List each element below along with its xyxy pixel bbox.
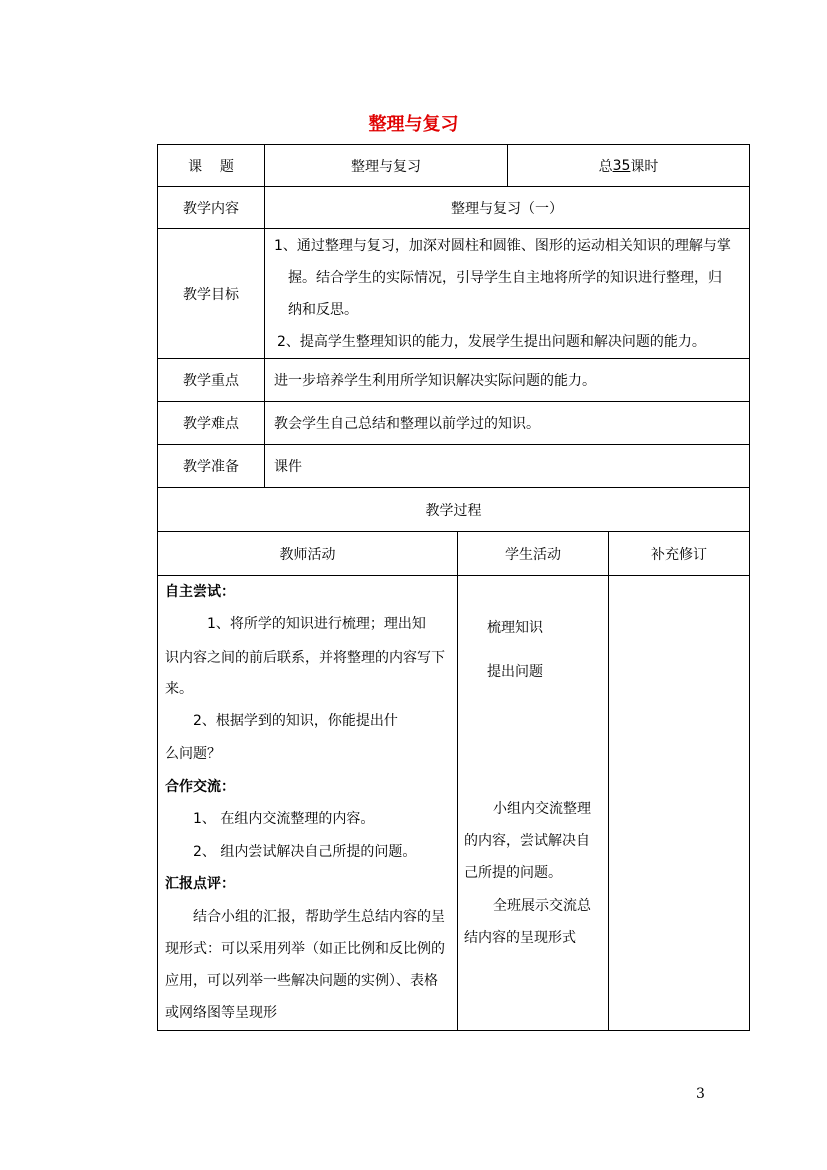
hours-prefix: 总 [598,158,613,175]
objectives-label: 教学目标 [183,286,239,303]
student-text: 全班展示交流总 [493,898,591,914]
teacher-text: 现形式：可以采用列举（如正比例和反比例的 [165,941,445,957]
teacher-text: 或网络图等呈现形 [165,1005,277,1021]
row-divider [157,575,750,576]
objective-1-line-1: 1、通过整理与复习，加深对圆柱和圆锥、图形的运动相关知识的理解与掌 [274,238,731,254]
student-text: 结内容的呈现形式 [464,930,576,946]
objective-1-line-2: 握。结合学生的实际情况，引导学生自主地将所学的知识进行整理，归 [288,270,722,286]
student-text: 的内容，尝试解决自 [464,833,590,849]
teacher-text: 2、 组内尝试解决自己所提的问题。 [193,844,417,860]
course-subject: 整理与复习 [351,158,421,175]
content-value: 整理与复习（一） [451,200,563,217]
page-title: 整理与复习 [368,114,459,135]
section-heading-self-try: 自主尝试： [165,584,235,600]
hours-number: 35 [612,157,631,174]
teacher-text: 2、根据学到的知识，你能提出什 [193,713,398,729]
student-text: 梳理知识 [487,620,543,636]
key-points-label: 教学重点 [183,373,239,389]
teacher-text: 识内容之间的前后联系，并将整理的内容写下 [165,650,445,666]
col-header-student: 学生活动 [505,546,561,563]
teacher-text: 1、将所学的知识进行梳理；理出知 [207,616,426,632]
teacher-text: 么问题？ [165,746,221,762]
preparation-value: 课件 [274,459,302,475]
col-header-notes: 补充修订 [651,546,707,563]
course-label: 课 题 [188,158,234,175]
page-number: 3 [696,1086,705,1102]
student-text: 己所提的问题。 [464,865,562,881]
objective-1-line-3: 纳和反思。 [288,302,358,318]
teacher-text: 结合小组的汇报，帮助学生总结内容的呈 [193,909,445,925]
key-points-value: 进一步培养学生利用所学知识解决实际问题的能力。 [274,373,596,389]
course-hours [508,145,749,186]
student-text: 小组内交流整理 [493,801,591,817]
content-label: 教学内容 [183,200,239,217]
hours-suffix: 课时 [630,158,659,175]
col-divider [457,531,458,1031]
teacher-text: 来。 [165,681,193,697]
process-label: 教学过程 [425,502,482,519]
preparation-label: 教学准备 [183,459,239,475]
teacher-text: 应用，可以列举一些解决问题的实例）、表格 [165,973,438,989]
col-header-teacher: 教师活动 [279,546,336,563]
difficulties-label: 教学难点 [183,416,239,432]
student-text: 提出问题 [487,664,543,680]
col-divider [608,531,609,1031]
teacher-text: 1、 在组内交流整理的内容。 [193,811,375,827]
section-heading-cooperate: 合作交流： [165,779,235,795]
section-heading-report: 汇报点评： [165,876,235,892]
objective-2: 2、提高学生整理知识的能力，发展学生提出问题和解决问题的能力。 [277,334,706,350]
difficulties-value: 教会学生自己总结和整理以前学过的知识。 [274,416,540,432]
